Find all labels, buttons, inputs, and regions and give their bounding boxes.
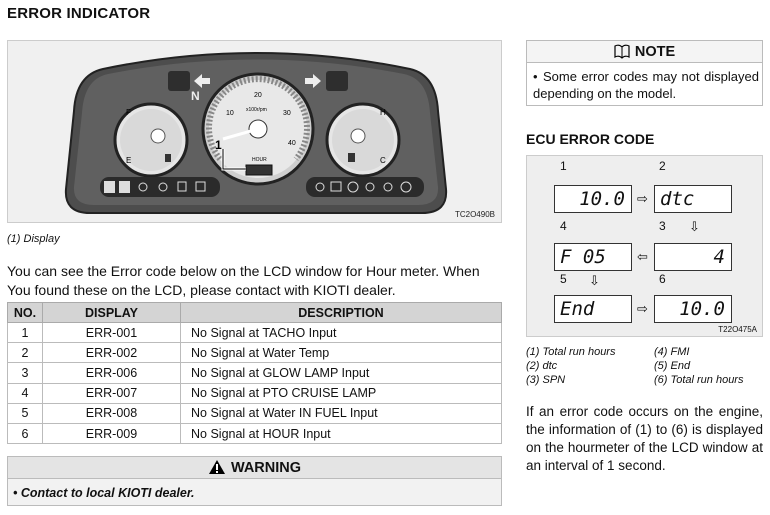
- table-row: [8, 423, 502, 443]
- lcd-step-number: 4: [560, 219, 567, 233]
- lcd-spn: 4: [654, 243, 732, 271]
- cell-no: 5: [8, 403, 43, 423]
- legend-item: (5) End: [654, 360, 691, 372]
- ecu-section-title: ECU ERROR CODE: [526, 131, 655, 147]
- note-bullet: •: [533, 69, 538, 84]
- note-text: Some error codes may not displayed depending on the model.: [533, 69, 759, 101]
- cell-description: No Signal at PTO CRUISE LAMP: [181, 383, 502, 403]
- tach-tick-20: 20: [254, 92, 262, 99]
- cell-display: ERR-009: [43, 423, 181, 443]
- fuel-full-label: F: [126, 108, 131, 117]
- ecu-legend: [526, 345, 763, 387]
- warning-box: [7, 456, 502, 506]
- arrow-left-icon: ⇦: [637, 249, 648, 264]
- table-row: [8, 383, 502, 403]
- warning-triangle-icon: [208, 459, 226, 475]
- section-title: ERROR INDICATOR: [7, 5, 151, 22]
- legend-item: (1) Total run hours: [526, 346, 616, 358]
- cell-no: 2: [8, 343, 43, 363]
- note-box: [526, 40, 763, 106]
- arrow-down-icon: ⇩: [689, 219, 700, 234]
- table-row: [8, 403, 502, 423]
- cell-no: 6: [8, 423, 43, 443]
- hour-lcd-display: [246, 165, 272, 175]
- fuel-empty-label: E: [126, 156, 132, 165]
- book-icon: [614, 44, 630, 59]
- arrow-down-icon: ⇩: [589, 273, 600, 288]
- arrow-right-icon: ⇨: [637, 301, 648, 316]
- fuel-pump-icon: [165, 154, 171, 162]
- figure-caption: (1) Display: [7, 233, 60, 245]
- table-header-row: [8, 303, 502, 323]
- lcd-step-number: 6: [659, 272, 666, 286]
- lcd-step-number: 3: [659, 219, 666, 233]
- cell-description: No Signal at TACHO Input: [181, 323, 502, 343]
- arrow-right-icon: ⇨: [637, 191, 648, 206]
- note-body: [533, 68, 759, 102]
- coolant-temp-icon: [348, 153, 355, 162]
- cell-display: ERR-008: [43, 403, 181, 423]
- legend-item: (3) SPN: [526, 374, 566, 386]
- cell-display: ERR-001: [43, 323, 181, 343]
- header-no: NO.: [8, 303, 43, 323]
- temp-hot-label: H: [380, 108, 386, 117]
- cell-no: 3: [8, 363, 43, 383]
- cell-display: ERR-002: [43, 343, 181, 363]
- table-row: [8, 343, 502, 363]
- intro-paragraph: You can see the Error code below on the LCD window for Hour meter. When You found these on the LCD, please contact with KIOTI dealer.: [7, 263, 480, 298]
- error-code-table: [7, 302, 502, 444]
- dashboard-illustration: [8, 41, 503, 224]
- cell-description: No Signal at HOUR Input: [181, 423, 502, 443]
- temp-cold-label: C: [380, 156, 386, 165]
- header-display: DISPLAY: [43, 303, 181, 323]
- tach-tick-30: 30: [283, 110, 291, 117]
- table-row: [8, 323, 502, 343]
- lcd-step-number: 1: [560, 159, 567, 173]
- ecu-figure-code: T22O475A: [718, 325, 757, 334]
- warning-header: [8, 457, 501, 479]
- note-title: NOTE: [634, 44, 676, 60]
- tach-tick-40: 40: [288, 140, 296, 147]
- warning-text: • Contact to local KIOTI dealer.: [13, 486, 195, 500]
- lcd-step-number: 5: [560, 272, 567, 286]
- warning-title: WARNING: [230, 460, 302, 476]
- cell-description: No Signal at Water IN FUEL Input: [181, 403, 502, 423]
- tach-tick-10: 10: [226, 110, 234, 117]
- legend-row: [526, 345, 763, 359]
- lcd-end: End: [554, 295, 632, 323]
- table-row: [8, 363, 502, 383]
- hour-label: HOUR: [252, 157, 267, 163]
- legend-row: [526, 359, 763, 373]
- cell-description: No Signal at GLOW LAMP Input: [181, 363, 502, 383]
- rpm-unit-label: x100r/pm: [246, 107, 267, 113]
- cell-display: ERR-007: [43, 383, 181, 403]
- neutral-indicator: N: [191, 89, 200, 103]
- legend-item: (4) FMI: [654, 346, 690, 358]
- ecu-lcd-sequence-figure: [526, 155, 763, 337]
- left-warning-strip: [100, 177, 220, 197]
- cell-display: ERR-006: [43, 363, 181, 383]
- cell-no: 1: [8, 323, 43, 343]
- dashboard-figure: [7, 40, 502, 223]
- legend-item: (6) Total run hours: [654, 374, 744, 386]
- legend-row: [526, 373, 763, 387]
- cell-description: No Signal at Water Temp: [181, 343, 502, 363]
- display-callout: 1: [215, 138, 222, 152]
- lcd-total-run-hours-repeat: 10.0: [654, 295, 732, 323]
- note-header: [527, 41, 762, 63]
- lcd-total-run-hours: 10.0: [554, 185, 632, 213]
- ecu-description-paragraph: If an error code occurs on the engine, the information of (1) to (6) is displayed on the hourmeter of the LCD window at an interval of 1 second.: [526, 404, 763, 473]
- lcd-dtc: dtc: [654, 185, 732, 213]
- lcd-step-number: 2: [659, 159, 666, 173]
- lcd-fmi: F 05: [554, 243, 632, 271]
- legend-item: (2) dtc: [526, 360, 558, 372]
- header-description: DESCRIPTION: [181, 303, 502, 323]
- figure-code: TC2O490B: [454, 210, 495, 219]
- cell-no: 4: [8, 383, 43, 403]
